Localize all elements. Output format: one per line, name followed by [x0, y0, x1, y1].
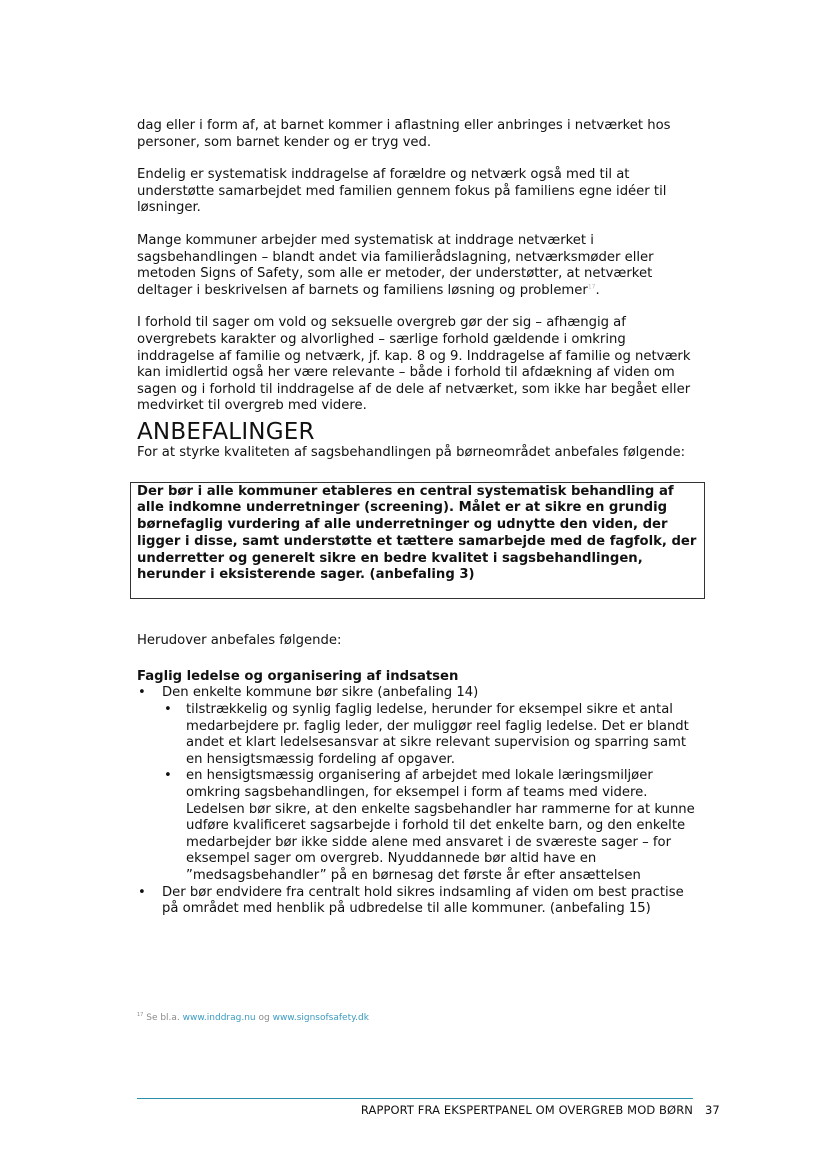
- page-body: [137, 118, 697, 918]
- list-item: • Der bør endvidere fra centralt hold sikres indsamling af viden om best practise på området med henblik på udbredelse til alle kommuner. (anbefaling 15): [137, 885, 697, 918]
- link-signsofsafety[interactable]: www.signsofsafety.dk: [272, 1013, 369, 1023]
- footer-divider: [137, 1098, 693, 1099]
- link-inddrag[interactable]: www.inddrag.nu: [182, 1013, 256, 1023]
- additional-recommendations-intro: Herudover anbefales følgende:: [137, 633, 342, 649]
- subheading-leadership: Faglig ledelse og organisering af indsatsen: [137, 668, 459, 684]
- footnote-number: 17: [137, 1012, 144, 1018]
- paragraph-end-period: .: [595, 282, 600, 298]
- recommendation-box: Der bør i alle kommuner etableres en central systematisk behandling af alle indkomne underretninger (screening). Målet er at sikre en grundig børnefaglig vurdering af alle underretninger og udnytte den viden, der ligger i disse, samt understøtte et tættere samarbejde med de fagfolk, der underretter og generelt sikre en bedre kvalitet i sagsbehandlingen, herunder i eksisterende sager. (anbefaling 3): [130, 482, 705, 600]
- footnote-reference[interactable]: 17: [587, 283, 596, 291]
- paragraph-abuse-cases: I forhold til sager om vold og seksuelle overgreb gør der sig – afhængig af overgrebets karakter og alvorlighed – særlige forhold gældende i omkring inddragelse af familie og netværk, jf. kap. 8 og 9. Inddragelse af familie og netværk kan imidlertid også her være relevante – både i forhold til afdækning af viden om sagen og i forhold til inddragelse af de dele af netværket, som ikke har begået eller medvirket til overgreb med videre.: [137, 315, 691, 414]
- sub-list-item-leadership: • tilstrækkelig og synlig faglig ledelse, herunder for eksempel sikre et antal medarbejdere pr. faglig leder, der muliggør reel faglig ledelse. Det er blandt andet et klart ledelsesansvar at sikre relevant supervision og sparring samt en hensigtsmæssig fordeling af opgaver.: [162, 702, 697, 768]
- list-item: [137, 685, 697, 884]
- footnote-prefix: Se bl.a.: [143, 1013, 183, 1023]
- page-number: 37: [705, 1103, 720, 1117]
- footnote-middle: og: [255, 1013, 273, 1023]
- bullet-municipality: Den enkelte kommune bør sikre (anbefaling 14): [162, 685, 479, 701]
- footer-report-title: RAPPORT FRA EKSPERTPANEL OM OVERGREB MOD BØRN: [360, 1103, 693, 1117]
- sub-list-item-organisation: • en hensigtsmæssig organisering af arbejdet med lokale læringsmiljøer omkring sagsbehandlingen, for eksempel i form af teams med videre. Ledelsen bør sikre, at den enkelte sagsbehandler har rammerne for at kunne udføre kvalificeret sagsarbejde i forhold til det enkelte barn, og den enkelte medarbejder bør ikke sidde alene med ansvaret i de sværeste sager – for eksempel sager om overgreb. Nyuddannede bør altid have en ”medsagsbehandler” på en børnesag det første år efter ansættelsen: [162, 768, 697, 884]
- paragraph-network-methods-text: Mange kommuner arbejder med systematisk at inddrage netværket i sagsbehandlingen – blandt andet via familierådslagning, netværksmøder eller metoden Signs of Safety, som alle er metoder, der understøtter, at netværket deltager i beskrivelsen af barnets og familiens løsning og problemer: [137, 232, 654, 298]
- paragraph-parent-involvement: Endelig er systematisk inddragelse af forældre og netværk også med til at understøtte samarbejdet med familien gennem fokus på familiens egne idéer til løsninger.: [137, 167, 667, 216]
- sub-recommendation-list: [162, 702, 697, 885]
- section-intro: For at styrke kvaliteten af sagsbehandlingen på børneområdet anbefales følgende:: [137, 444, 686, 460]
- paragraph-network-methods: [137, 233, 697, 299]
- paragraph-family-network: dag eller i form af, at barnet kommer i aflastning eller anbringes i netværket hos personer, som barnet kender og er tryg ved.: [137, 118, 671, 150]
- section-heading: ANBEFALINGER: [137, 418, 315, 445]
- recommendation-list: [137, 685, 697, 917]
- footnote: [137, 1012, 369, 1023]
